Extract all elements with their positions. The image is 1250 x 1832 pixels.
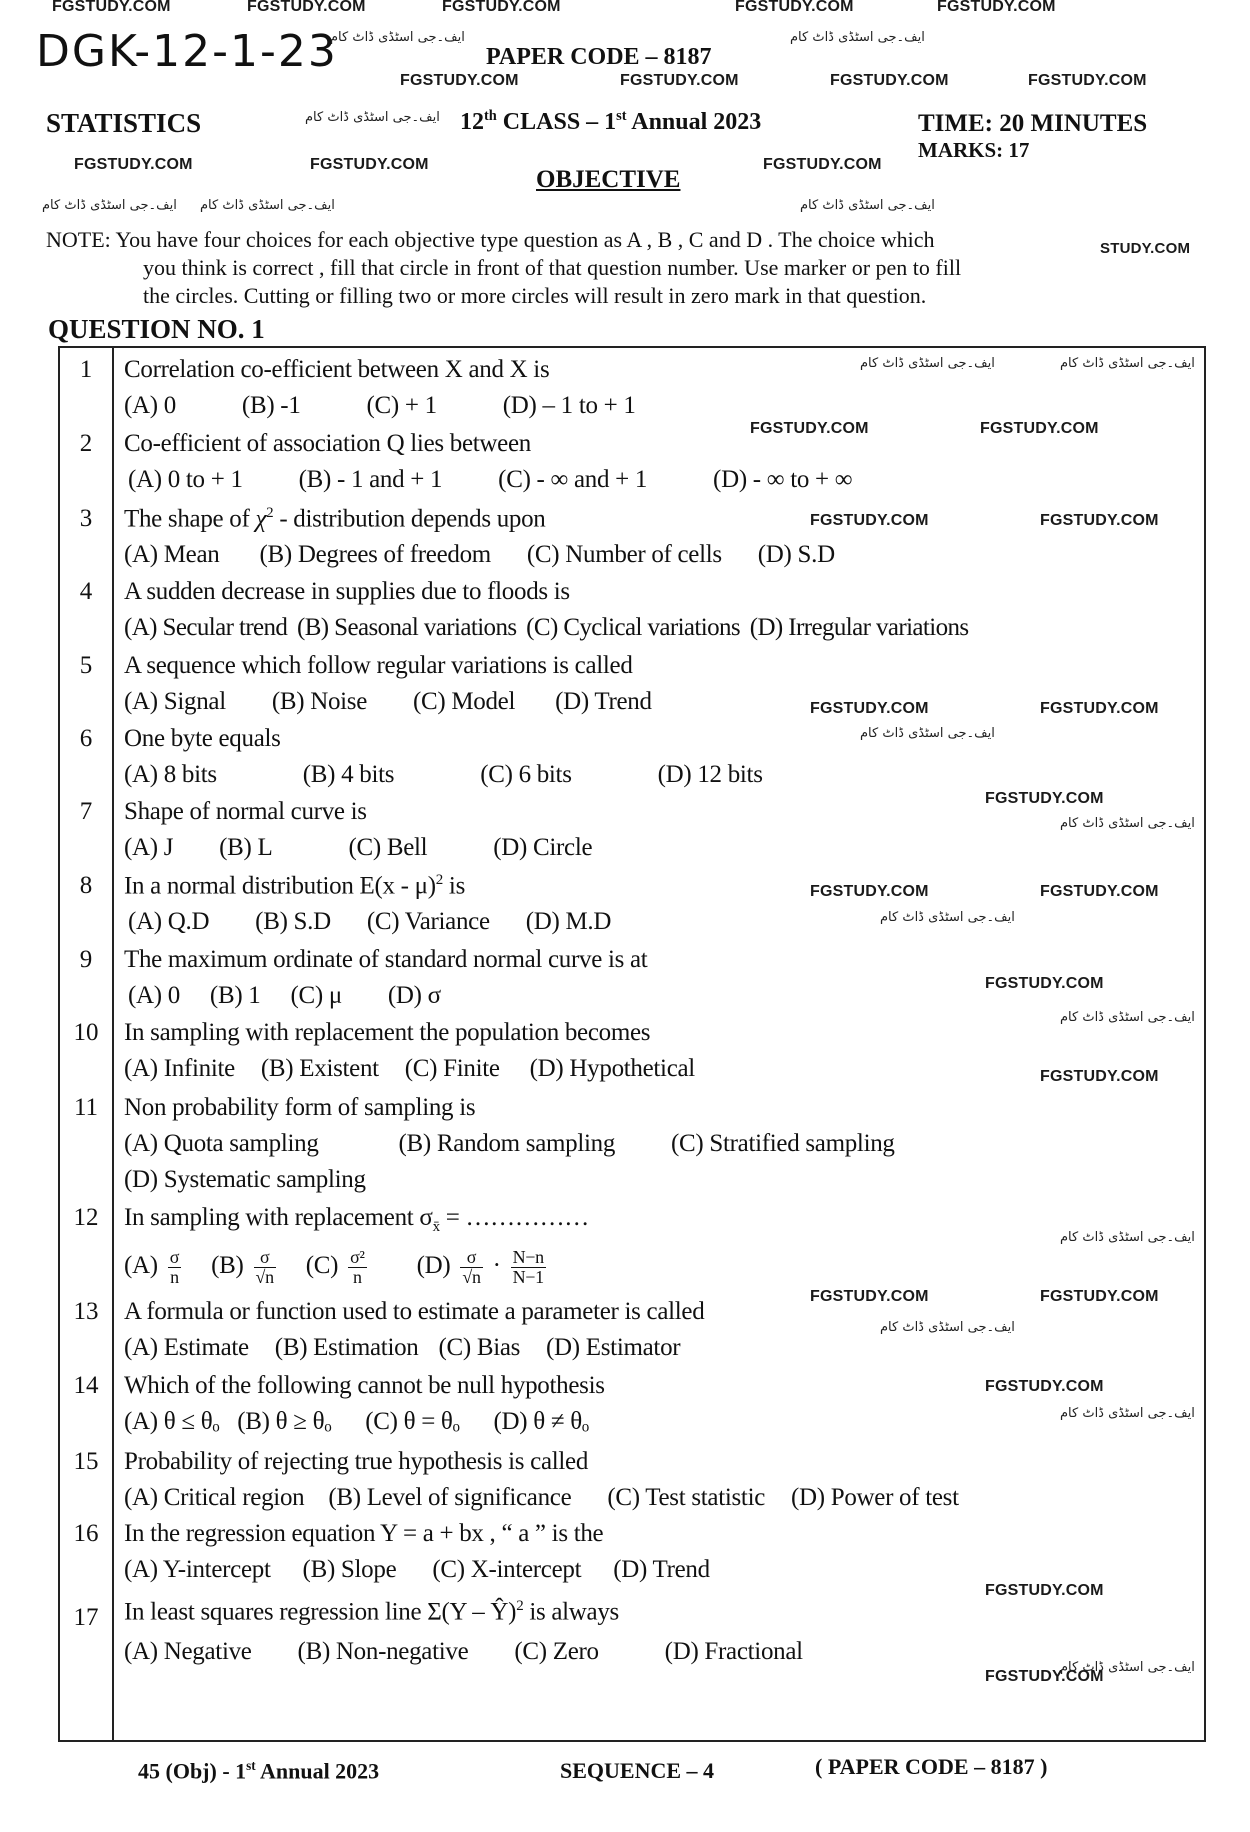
footer-text: Annual 2023 [255,1758,380,1784]
note-line-1: You have four choices for each objective type question as A , B , C and D . The choice which [115,227,935,252]
options [128,466,880,494]
subscript: x̄ [432,1219,440,1235]
option-d[interactable]: (D) Estimator [546,1334,681,1361]
option-d[interactable]: (D) S.D [757,541,835,568]
text-fragment: In sampling with replacement σ [124,1204,433,1231]
option-d[interactable]: (D) σ [387,982,441,1009]
options [124,834,620,862]
option-d[interactable] [416,1246,550,1287]
option-d[interactable]: (D) Hypothetical [529,1055,695,1082]
text-fragment: In least squares regression line Σ(Y – Ŷ) [124,1598,517,1626]
subject-title: STATISTICS [46,108,202,138]
option-d[interactable]: (D) Circle [493,834,593,861]
watermark: FGSTUDY.COM [830,72,949,89]
question-number: 12 [73,1204,99,1231]
superscript: 2 [266,505,274,521]
numerator: σ² [350,1246,365,1267]
option-b[interactable] [211,1246,286,1287]
option-b[interactable]: (B) Non-negative [297,1638,469,1665]
annual-text: Annual 2023 [626,109,762,135]
watermark: FGSTUDY.COM [735,0,854,15]
option-c[interactable] [305,1246,377,1287]
question-text: Co-efficient of association Q lies between [124,430,531,457]
option-c[interactable]: (C) Test statistic [607,1484,766,1511]
question-number: 8 [79,872,93,899]
option-a[interactable]: (A) Infinite [124,1055,235,1082]
option-c[interactable]: (C) X-intercept [432,1556,582,1583]
option-c[interactable]: (C) Model [412,688,516,715]
question-table [58,346,1206,1742]
option-c[interactable]: (C) Variance [366,908,490,935]
section-heading: OBJECTIVE [536,166,681,193]
option-b[interactable]: (B) S.D [255,908,331,935]
watermark: STUDY.COM [1100,240,1191,257]
question-number: 10 [73,1019,99,1046]
option-c[interactable]: (C) - ∞ and + 1 [498,466,648,493]
text-fragment: - distribution depends upon [273,505,546,533]
watermark: FGSTUDY.COM [620,72,739,89]
denominator: √n [255,1266,274,1287]
option-b[interactable]: (B) Slope [302,1556,397,1583]
chi-symbol: χ [255,505,267,533]
urdu-watermark: ایف۔جی اسٹڈی ڈاٹ کام [880,1320,1015,1335]
watermark: FGSTUDY.COM [763,156,882,173]
urdu-watermark: ایف۔جی اسٹڈی ڈاٹ کام [790,30,925,45]
question-text [124,1598,619,1626]
option-c[interactable]: (C) Finite [404,1055,500,1082]
exam-time: TIME: 20 MINUTES [918,110,1148,137]
text-fragment: The shape of [124,505,256,533]
option-b[interactable]: (B) - 1 and + 1 [298,466,443,493]
watermark: FGSTUDY.COM [750,420,869,437]
options-continued [124,1166,394,1194]
option-a[interactable]: (A) J [124,834,174,861]
options [124,1055,723,1083]
numerator: σ [169,1246,180,1267]
option-a[interactable]: (A) Mean [124,541,220,568]
watermark: FGSTUDY.COM [400,72,519,89]
option-b[interactable]: (B) Seasonal variations [297,614,517,641]
watermark: FGSTUDY.COM [810,1288,929,1305]
text-fragment: = …………… [439,1204,589,1231]
denominator: n [353,1266,362,1287]
options [124,688,680,716]
question-text: In sampling with replacement the population becomes [124,1019,651,1046]
question-text [124,1204,589,1236]
option-d[interactable]: (D) Trend [555,688,652,715]
number-column-divider [112,348,114,1740]
footer-exam-info [138,1758,379,1784]
urdu-watermark: ایف۔جی اسٹڈی ڈاٹ کام [1060,356,1195,371]
urdu-watermark: ایف۔جی اسٹڈی ڈاٹ کام [1060,816,1195,831]
options [124,1638,831,1666]
paper-code: PAPER CODE – 8187 [486,44,712,70]
option-a[interactable]: (A) Negative [124,1638,252,1665]
option-c[interactable]: (C) θ = θₒ [365,1408,460,1435]
option-d[interactable]: (D) - ∞ to + ∞ [713,466,853,493]
watermark: FGSTUDY.COM [1028,72,1147,89]
watermark: FGSTUDY.COM [442,0,561,15]
option-d[interactable]: (D) Irregular variations [749,614,969,641]
question-number: 1 [79,356,93,383]
watermark: FGSTUDY.COM [810,700,929,717]
question-number: 4 [79,578,93,605]
question-number: 16 [73,1520,99,1547]
note-label: NOTE: [46,227,111,252]
question-text: One byte equals [124,725,281,752]
option-b[interactable]: (B) -1 [241,392,301,419]
options [124,1334,708,1362]
instructions-note [46,226,961,310]
question-number: 17 [73,1604,99,1631]
option-b[interactable]: (B) Degrees of freedom [259,541,491,568]
class-text: CLASS – 1 [496,109,617,135]
urdu-watermark: ایف۔جی اسٹڈی ڈاٹ کام [330,30,465,45]
question-text: A sudden decrease in supplies due to floods is [124,578,570,605]
urdu-watermark: ایف۔جی اسٹڈی ڈاٹ کام [880,910,1015,925]
urdu-watermark: ایف۔جی اسٹڈی ڈاٹ کام [1060,1230,1195,1245]
options [124,1130,923,1158]
text-fragment: is [442,872,466,900]
class-number: 12 [460,109,484,135]
option-d[interactable]: (D) – 1 to + 1 [502,392,636,419]
watermark: FGSTUDY.COM [1040,512,1159,529]
option-label: (A) [124,1252,158,1279]
option-b[interactable]: (B) θ ≥ θₒ [237,1408,332,1435]
urdu-watermark: ایف۔جی اسٹڈی ڈاٹ کام [800,198,935,213]
option-c[interactable]: (C) Bias [438,1334,521,1361]
numerator: N−n [512,1246,544,1267]
question-text [124,505,546,533]
exam-marks: MARKS: 17 [918,138,1030,162]
text-fragment: In a normal distribution E(x - μ) [124,872,436,900]
question-text: A sequence which follow regular variations is called [124,652,633,679]
urdu-watermark: ایف۔جی اسٹڈی ڈاٹ کام [1060,1660,1195,1675]
multiply-dot: · [492,1252,501,1279]
question-number: 11 [73,1094,99,1121]
question-number: 13 [73,1298,99,1325]
question-number: 7 [79,798,93,825]
option-d[interactable]: (D) Systematic sampling [124,1166,366,1193]
options [124,541,863,569]
fraction [254,1248,276,1287]
watermark: FGSTUDY.COM [985,1378,1104,1395]
urdu-watermark: ایف۔جی اسٹڈی ڈاٹ کام [305,110,440,125]
option-d[interactable]: (D) Trend [613,1556,710,1583]
watermark: FGSTUDY.COM [810,512,929,529]
option-d[interactable]: (D) M.D [525,908,612,935]
option-a[interactable]: (A) Critical region [124,1484,305,1511]
question-number: 9 [79,946,93,973]
question-text: The maximum ordinate of standard normal curve is at [124,946,648,973]
options [124,392,664,420]
question-text: Non probability form of sampling is [124,1094,476,1121]
options [124,1238,578,1294]
watermark: FGSTUDY.COM [1040,883,1159,900]
urdu-watermark: ایف۔جی اسٹڈی ڈاٹ کام [860,356,995,371]
option-d[interactable]: (D) Fractional [664,1638,803,1665]
watermark: FGSTUDY.COM [937,0,1056,15]
option-d[interactable]: (D) Power of test [790,1484,959,1511]
option-b[interactable]: (B) 4 bits [302,761,395,788]
question-text: In the regression equation Y = a + bx , “ a ” is the [124,1520,604,1547]
option-a[interactable]: (A) Q.D [128,908,210,935]
question-text [124,872,465,900]
option-b[interactable]: (B) Existent [260,1055,379,1082]
numerator: σ [460,1248,482,1268]
question-text: Which of the following cannot be null hypothesis [124,1372,605,1399]
option-b[interactable]: (B) 1 [209,982,261,1009]
question-number: 5 [79,652,93,679]
option-a[interactable]: (A) Estimate [124,1334,249,1361]
denominator: N−1 [512,1266,544,1287]
text-fragment: is always [523,1598,619,1626]
note-line-2: you think is correct , fill that circle in front of that question number. Use marker or pen to fill [143,255,962,280]
watermark: FGSTUDY.COM [1040,1068,1159,1085]
option-c[interactable]: (C) Zero [514,1638,599,1665]
question-text: A formula or function used to estimate a parameter is called [124,1298,705,1325]
option-b[interactable]: (B) L [219,834,273,861]
watermark: FGSTUDY.COM [310,156,429,173]
option-d[interactable]: (D) θ ≠ θₒ [493,1408,589,1435]
denominator: √n [462,1266,481,1287]
watermark: FGSTUDY.COM [247,0,366,15]
urdu-watermark: ایف۔جی اسٹڈی ڈاٹ کام [200,198,335,213]
option-a[interactable] [124,1246,191,1287]
option-c[interactable]: (C) Stratified sampling [671,1130,895,1157]
fraction [460,1248,482,1287]
options [128,908,639,936]
question-number: 2 [79,430,93,457]
option-b[interactable]: (B) Estimation [274,1334,419,1361]
numerator: σ [254,1248,276,1268]
option-label: (D) [416,1252,451,1279]
option-c[interactable]: (C) μ [290,982,342,1009]
option-a[interactable]: (A) Signal [124,688,226,715]
option-d[interactable]: (D) 12 bits [657,761,763,788]
question-heading: QUESTION NO. 1 [48,314,265,344]
watermark: FGSTUDY.COM [52,0,171,15]
watermark: FGSTUDY.COM [985,1668,1104,1685]
footer-sequence: SEQUENCE – 4 [560,1758,715,1783]
option-c[interactable]: (C) Number of cells [526,541,722,568]
option-a[interactable]: (A) 0 [124,392,176,419]
options [124,1556,738,1584]
class-sup: th [484,108,497,124]
option-a[interactable]: (A) 8 bits [124,761,217,788]
option-a[interactable]: (A) 0 to + 1 [128,466,243,493]
option-a[interactable]: (A) Y-intercept [124,1556,271,1583]
watermark: FGSTUDY.COM [985,975,1104,992]
fraction [348,1248,367,1287]
option-c[interactable]: (C) + 1 [366,392,437,419]
fraction [168,1248,181,1287]
fraction [511,1248,546,1287]
question-text: Correlation co-efficient between X and X is [124,356,550,383]
question-number: 15 [73,1448,99,1475]
option-label: (B) [211,1252,244,1279]
question-number: 14 [73,1372,99,1399]
option-b[interactable]: (B) Noise [271,688,368,715]
option-c[interactable]: (C) Bell [348,834,428,861]
question-text: Shape of normal curve is [124,798,367,825]
option-c[interactable]: (C) 6 bits [480,761,572,788]
urdu-watermark: ایف۔جی اسٹڈی ڈاٹ کام [1060,1406,1195,1421]
urdu-watermark: ایف۔جی اسٹڈی ڈاٹ کام [1060,1010,1195,1025]
question-number: 3 [79,505,93,532]
urdu-watermark: ایف۔جی اسٹڈی ڈاٹ کام [42,198,177,213]
watermark: FGSTUDY.COM [810,883,929,900]
option-a[interactable]: (A) Quota sampling [124,1130,319,1157]
footer-paper-code: ( PAPER CODE – 8187 ) [815,1754,1048,1779]
option-b[interactable]: (B) Random sampling [398,1130,616,1157]
watermark: FGSTUDY.COM [1040,700,1159,717]
denominator: n [170,1266,179,1287]
options [128,982,469,1010]
option-label: (C) [305,1252,339,1279]
options [124,761,791,789]
options [124,1484,987,1512]
option-a[interactable]: (A) 0 [128,982,180,1009]
note-line-3: the circles. Cutting or filling two or more circles will result in zero mark in that question. [143,283,927,308]
option-a[interactable]: (A) θ ≤ θₒ [124,1408,220,1435]
watermark: FGSTUDY.COM [985,1582,1104,1599]
question-text: Probability of rejecting true hypothesis is called [124,1448,589,1475]
superscript: 2 [435,872,443,888]
handwritten-paper-id: DGK-12-1-23 [36,26,338,77]
watermark: FGSTUDY.COM [980,420,1099,437]
watermark: FGSTUDY.COM [1040,1288,1159,1305]
question-number: 6 [79,725,93,752]
watermark: FGSTUDY.COM [985,790,1104,807]
watermark: FGSTUDY.COM [74,156,193,173]
option-b[interactable]: (B) Level of significance [328,1484,572,1511]
option-c[interactable]: (C) Cyclical variations [526,614,741,641]
urdu-watermark: ایف۔جی اسٹڈی ڈاٹ کام [860,726,995,741]
annual-sup: st [616,108,627,124]
option-a[interactable]: (A) Secular trend [124,614,288,641]
options [124,1408,617,1436]
footer-sup: st [246,1758,256,1773]
footer-text: 45 (Obj) - 1 [138,1758,247,1784]
superscript: 2 [516,1598,524,1614]
class-annual [460,108,761,136]
options [124,614,997,642]
